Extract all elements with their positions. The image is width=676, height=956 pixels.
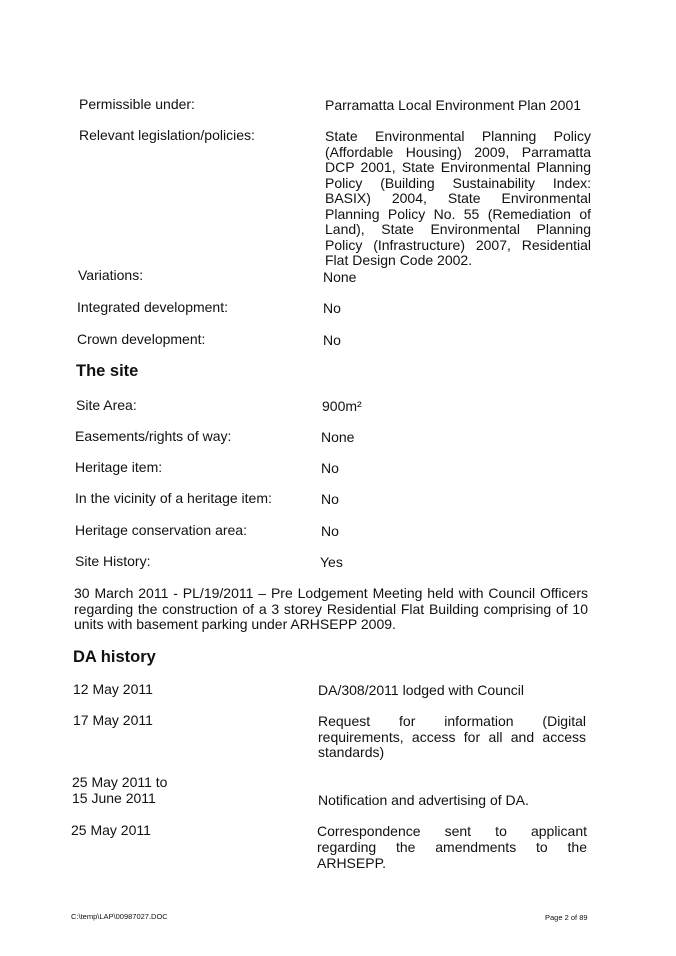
da-history-text: Correspondence sent to applicant regarding the amendments to the ARHSEPP. xyxy=(317,823,587,871)
da-history-date: 17 May 2011 xyxy=(73,712,153,728)
easements-value: None xyxy=(321,429,355,445)
integrated-development-value: No xyxy=(323,300,341,316)
site-history-label: Site History: xyxy=(75,553,151,569)
legislation-value: State Environmental Planning Policy (Affordable Housing) 2009, Parramatta DCP 2001, State Environmental Planning Policy (Building Sustainability Index: BASIX) 2004, State Environmental Planning Policy No. 55 (Remediation of Land), State Environmental Planning Policy (Infrastructure) 2007, Residential Flat Design Code 2002. xyxy=(325,128,591,268)
da-history-date: 25 May 2011 xyxy=(71,822,151,838)
integrated-development-label: Integrated development: xyxy=(77,299,228,315)
permissible-value: Parramatta Local Environment Plan 2001 xyxy=(325,97,582,113)
site-history-value: Yes xyxy=(320,554,343,570)
footer-file-path: C:\temp\LAP\00987027.DOC xyxy=(71,912,168,921)
heritage-item-value: No xyxy=(321,460,339,476)
permissible-label: Permissible under: xyxy=(79,96,195,112)
da-history-date: 12 May 2011 xyxy=(73,681,153,697)
legislation-label: Relevant legislation/policies: xyxy=(79,127,255,143)
easements-label: Easements/rights of way: xyxy=(75,428,232,444)
variations-label: Variations: xyxy=(78,267,144,283)
heritage-item-label: Heritage item: xyxy=(75,459,163,475)
site-area-value: 900m² xyxy=(322,398,362,414)
heritage-vicinity-value: No xyxy=(321,491,339,507)
heritage-vicinity-label: In the vicinity of a heritage item: xyxy=(75,490,272,506)
site-area-label: Site Area: xyxy=(76,397,137,413)
conservation-area-value: No xyxy=(321,523,339,539)
conservation-area-label: Heritage conservation area: xyxy=(75,522,247,538)
crown-development-value: No xyxy=(323,332,341,348)
da-history-text: Notification and advertising of DA. xyxy=(318,792,529,808)
crown-development-label: Crown development: xyxy=(77,331,206,347)
site-heading: The site xyxy=(76,362,139,380)
da-history-date: 25 May 2011 to xyxy=(72,774,168,790)
variations-value: None xyxy=(323,269,357,285)
da-history-text: Request for information (Digital requirements, access for all and access standards) xyxy=(318,713,586,760)
da-history-text: DA/308/2011 lodged with Council xyxy=(318,682,524,698)
footer-page-number: Page 2 of 89 xyxy=(545,913,588,922)
da-history-heading: DA history xyxy=(73,648,156,666)
da-history-date-line2: 15 June 2011 xyxy=(72,790,156,806)
site-history-paragraph: 30 March 2011 - PL/19/2011 – Pre Lodgement Meeting held with Council Officers regarding the construction of a 3 storey Residential Flat Building comprising of 10 units with basement parking under ARHSEPP 2009. xyxy=(74,585,588,632)
